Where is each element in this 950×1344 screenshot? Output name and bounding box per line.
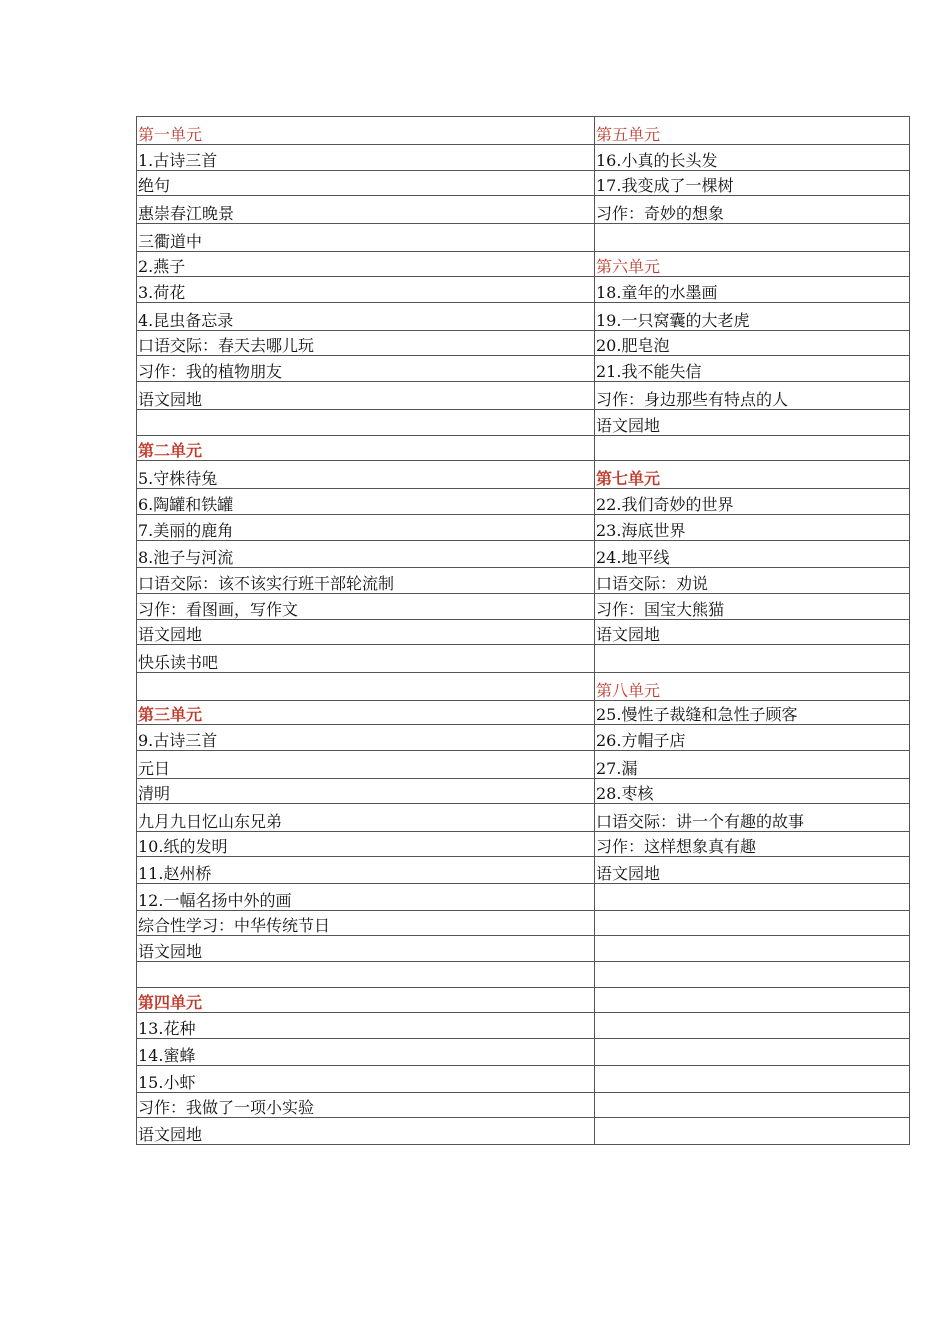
- empty-cell: [595, 436, 910, 461]
- lesson-cell: 18.童年的水墨画: [595, 277, 910, 303]
- empty-cell: [595, 1118, 910, 1145]
- table-row: [137, 620, 910, 645]
- table-row: [137, 725, 910, 751]
- lesson-cell: 7.美丽的鹿角: [137, 515, 595, 541]
- lesson-cell: 17.我变成了一棵树: [595, 171, 910, 196]
- empty-cell: [595, 911, 910, 936]
- table-row: [137, 751, 910, 779]
- table-row: [137, 832, 910, 857]
- table-row: [137, 461, 910, 489]
- lesson-cell: 16.小真的长头发: [595, 145, 910, 171]
- table-row: [137, 515, 910, 541]
- lesson-cell: 25.慢性子裁缝和急性子顾客: [595, 701, 910, 725]
- table-row: [137, 568, 910, 594]
- empty-cell: [595, 1039, 910, 1066]
- table-row: [137, 252, 910, 277]
- lesson-cell: 20.肥皂泡: [595, 331, 910, 356]
- table-row: [137, 673, 910, 701]
- empty-cell: [595, 884, 910, 911]
- empty-cell: [137, 673, 595, 701]
- lesson-cell: 快乐读书吧: [137, 645, 595, 673]
- lesson-cell: 24.地平线: [595, 541, 910, 568]
- empty-cell: [595, 645, 910, 673]
- lesson-cell: 语文园地: [137, 620, 595, 645]
- lesson-cell: 4.昆虫备忘录: [137, 303, 595, 331]
- table-row: [137, 145, 910, 171]
- lesson-cell: 8.池子与河流: [137, 541, 595, 568]
- unit-heading: 第五单元: [595, 117, 910, 145]
- empty-cell: [595, 1093, 910, 1118]
- unit-heading: 第七单元: [595, 461, 910, 489]
- table-row: [137, 489, 910, 515]
- table-row: [137, 804, 910, 832]
- lesson-cell: 11.赵州桥: [137, 857, 595, 884]
- unit-heading: 第一单元: [137, 117, 595, 145]
- lesson-cell: 23.海底世界: [595, 515, 910, 541]
- table-row: [137, 277, 910, 303]
- lesson-cell: 习作：看图画，写作文: [137, 594, 595, 620]
- lesson-cell: 综合性学习：中华传统节日: [137, 911, 595, 936]
- table-row: [137, 224, 910, 252]
- lesson-cell: 语文园地: [137, 1118, 595, 1145]
- lesson-cell: 2.燕子: [137, 252, 595, 277]
- empty-cell: [137, 410, 595, 436]
- lesson-cell: 9.古诗三首: [137, 725, 595, 751]
- table-row: [137, 1093, 910, 1118]
- table-row: [137, 1066, 910, 1093]
- unit-heading: 第四单元: [137, 988, 595, 1013]
- lesson-cell: 清明: [137, 779, 595, 804]
- unit-heading: 第二单元: [137, 436, 595, 461]
- lesson-cell: 14.蜜蜂: [137, 1039, 595, 1066]
- table-row: [137, 117, 910, 145]
- lesson-cell: 元日: [137, 751, 595, 779]
- lesson-cell: 口语交际：讲一个有趣的故事: [595, 804, 910, 832]
- lesson-cell: 12.一幅名扬中外的画: [137, 884, 595, 911]
- lesson-cell: 口语交际：春天去哪儿玩: [137, 331, 595, 356]
- table-row: [137, 962, 910, 988]
- lesson-cell: 28.枣核: [595, 779, 910, 804]
- lesson-cell: 习作：这样想象真有趣: [595, 832, 910, 857]
- lesson-cell: 习作：国宝大熊猫: [595, 594, 910, 620]
- table-row: [137, 356, 910, 382]
- empty-cell: [595, 1013, 910, 1039]
- table-row: [137, 331, 910, 356]
- table-row: [137, 436, 910, 461]
- table-row: [137, 779, 910, 804]
- table-row: [137, 936, 910, 962]
- lesson-cell: 15.小虾: [137, 1066, 595, 1093]
- table-row: [137, 541, 910, 568]
- lesson-cell: 10.纸的发明: [137, 832, 595, 857]
- table-row: [137, 884, 910, 911]
- lesson-cell: 5.守株待兔: [137, 461, 595, 489]
- lesson-cell: 26.方帽子店: [595, 725, 910, 751]
- lesson-cell: 1.古诗三首: [137, 145, 595, 171]
- empty-cell: [595, 962, 910, 988]
- lesson-cell: 三衢道中: [137, 224, 595, 252]
- lesson-cell: 九月九日忆山东兄弟: [137, 804, 595, 832]
- table-row: [137, 911, 910, 936]
- lesson-cell: 语文园地: [595, 620, 910, 645]
- unit-heading: 第三单元: [137, 701, 595, 725]
- empty-cell: [595, 988, 910, 1013]
- unit-heading: 第八单元: [595, 673, 910, 701]
- lesson-cell: 6.陶罐和铁罐: [137, 489, 595, 515]
- lesson-cell: 惠崇春江晚景: [137, 196, 595, 224]
- lesson-cell: 19.一只窝囊的大老虎: [595, 303, 910, 331]
- empty-cell: [595, 1066, 910, 1093]
- empty-cell: [595, 936, 910, 962]
- empty-cell: [137, 962, 595, 988]
- lesson-cell: 语文园地: [595, 410, 910, 436]
- table-row: [137, 196, 910, 224]
- lesson-cell: 语文园地: [137, 382, 595, 410]
- table-row: [137, 701, 910, 725]
- table-row: [137, 382, 910, 410]
- table-row: [137, 1118, 910, 1145]
- table-row: [137, 988, 910, 1013]
- toc-body: [137, 117, 910, 1145]
- lesson-cell: 习作：我做了一项小实验: [137, 1093, 595, 1118]
- lesson-cell: 习作：我的植物朋友: [137, 356, 595, 382]
- table-row: [137, 645, 910, 673]
- lesson-cell: 22.我们奇妙的世界: [595, 489, 910, 515]
- lesson-cell: 27.漏: [595, 751, 910, 779]
- lesson-cell: 13.花种: [137, 1013, 595, 1039]
- lesson-cell: 口语交际：该不该实行班干部轮流制: [137, 568, 595, 594]
- table-row: [137, 303, 910, 331]
- empty-cell: [595, 224, 910, 252]
- table-row: [137, 594, 910, 620]
- lesson-cell: 绝句: [137, 171, 595, 196]
- lesson-cell: 语文园地: [595, 857, 910, 884]
- lesson-cell: 习作：身边那些有特点的人: [595, 382, 910, 410]
- toc-table: [136, 116, 910, 1145]
- table-row: [137, 1039, 910, 1066]
- unit-heading: 第六单元: [595, 252, 910, 277]
- table-row: [137, 410, 910, 436]
- lesson-cell: 习作：奇妙的想象: [595, 196, 910, 224]
- lesson-cell: 3.荷花: [137, 277, 595, 303]
- table-row: [137, 1013, 910, 1039]
- lesson-cell: 口语交际：劝说: [595, 568, 910, 594]
- lesson-cell: 21.我不能失信: [595, 356, 910, 382]
- lesson-cell: 语文园地: [137, 936, 595, 962]
- table-row: [137, 171, 910, 196]
- table-row: [137, 857, 910, 884]
